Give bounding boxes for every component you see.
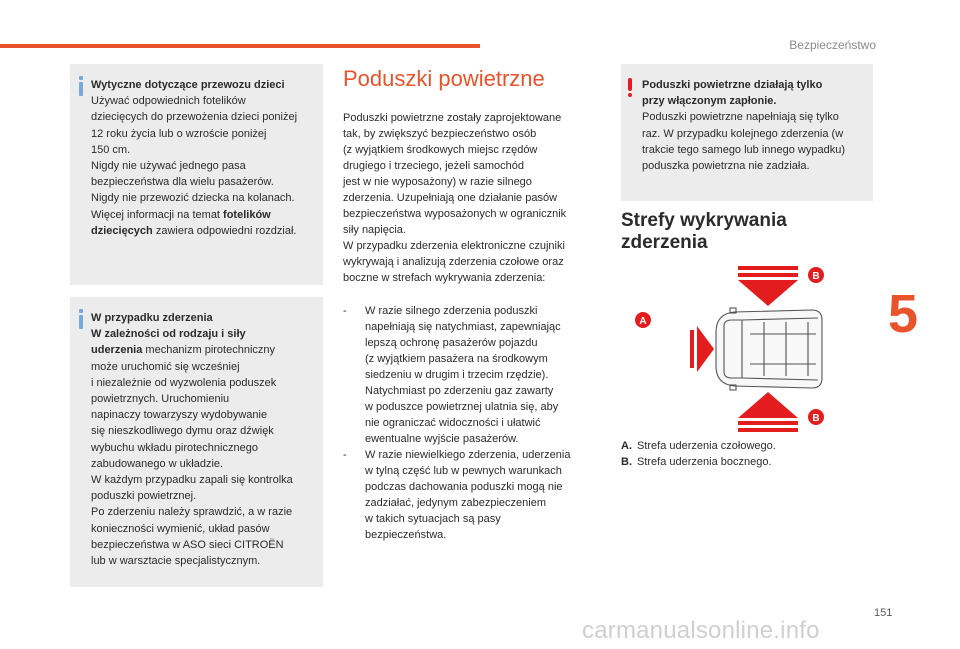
list-line: w tylną część lub w pewnych warunkach <box>365 465 562 477</box>
airbags-intro <box>343 110 595 286</box>
box-line: Nigdy nie używać jednego pasa <box>91 160 246 173</box>
list-line: W razie silnego zderzenia poduszki <box>365 305 538 317</box>
box-line: W każdym przypadku zapali się kontrolka <box>91 474 293 487</box>
box-line: trakcie tego samego lub innego wypadku) <box>642 143 846 156</box>
list-line: podczas dachowania poduszki mogą nie <box>365 481 563 493</box>
zones-heading <box>621 210 787 254</box>
box-line: lub w warsztacie specjalistycznym. <box>91 555 261 568</box>
intro-line: (z wyjątkiem środkowych miejsc rzędów <box>343 144 538 156</box>
intro-line: wykrywają i analizują zderzenia czołowe oraz <box>343 256 564 268</box>
list-item <box>343 303 595 447</box>
van-top-view <box>716 308 822 390</box>
box-line: poduszka powietrzna nie zadziała. <box>642 160 810 173</box>
list-line: zadziałać, jedynym zabezpieczeniem <box>365 497 546 509</box>
list-dash: - <box>343 305 347 317</box>
watermark: carmanualsonline.info <box>582 617 820 644</box>
list-line: lepszą ochronę pasażerów pojazdu <box>365 337 538 349</box>
box-line: powietrznych. Uruchomieniu <box>91 393 230 406</box>
intro-line: W przypadku zderzenia elektroniczne czujniki <box>343 240 565 252</box>
box-line: uderzenia mechanizm pirotechniczny <box>91 344 276 357</box>
legend-item: A. Strefa uderzenia czołowego. <box>621 440 776 452</box>
box-line: i niezależnie od wyzwolenia poduszek <box>91 376 277 389</box>
front-impact-arrow <box>690 326 714 372</box>
intro-line: tak, by zwiększyć bezpieczeństwo osób <box>343 128 537 140</box>
intro-line: Poduszki powietrzne zostały zaprojektowane <box>343 112 562 124</box>
zone-label-b-bottom <box>808 409 824 425</box>
box-line: bezpieczeństwa w ASO sieci CITROËN <box>91 538 284 551</box>
box-line: bezpieczeństwa dla wielu pasażerów. <box>91 176 274 189</box>
box-line: wybuchu wkładu pirotechnicznego <box>91 441 258 454</box>
list-line: Natychmiast po zderzeniu gaz zawarty <box>365 385 554 397</box>
airbags-bullet-list <box>343 303 595 543</box>
box-line: poduszki powietrznej. <box>91 490 197 503</box>
side-impact-arrow-top <box>738 266 798 306</box>
warning-box-ignition <box>621 64 873 201</box>
list-line: w takich sytuacjach są pasy <box>365 513 501 525</box>
box-line: się nieszkodliwego dymu oraz dźwięk <box>91 425 274 438</box>
box-line-more: Więcej informacji na temat fotelików <box>91 208 271 221</box>
list-line: W razie niewielkiego zderzenia, uderzenia <box>365 449 571 461</box>
box-line: zabudowanego w układzie. <box>91 457 224 470</box>
list-line: bezpieczeństwa. <box>365 529 447 541</box>
box-line: może uruchomić się wcześniej <box>91 360 240 373</box>
zone-label-b-top-text: B <box>812 271 820 282</box>
box-title: Wytyczne dotyczące przewozu dzieci <box>91 79 285 91</box>
warning-exclamation-icon <box>628 78 635 97</box>
box-line: napinaczy towarzyszy wydobywanie <box>91 409 268 422</box>
side-impact-arrow-bottom <box>738 392 798 432</box>
list-line: napełniają się natychmiast, zapewniając <box>365 321 561 333</box>
list-line: siedzeniu w drugim i trzecim rzędzie). <box>365 369 549 381</box>
box-title: przy włączonym zapłonie. <box>642 95 777 108</box>
info-box-collision <box>70 297 323 587</box>
legend-item: B. Strefa uderzenia bocznego. <box>621 456 772 468</box>
zone-label-b-top <box>808 267 824 283</box>
chapter-number: 5 <box>888 284 919 344</box>
airbags-heading: Poduszki powietrzne <box>343 66 545 91</box>
list-line: (z wyjątkiem pasażera na środkowym <box>365 353 548 365</box>
zones-legend <box>621 438 776 470</box>
info-stripe-icon <box>79 309 84 329</box>
zone-label-b-bottom-text: B <box>812 413 820 424</box>
intro-line: boczne w strefach wykrywania zderzenia: <box>343 272 546 284</box>
zone-label-a-badge <box>633 310 653 330</box>
box-line-more: dziecięcych zawiera odpowiedni rozdział. <box>91 224 297 237</box>
info-box-child-seats <box>70 64 323 285</box>
zone-label-a-text: A <box>639 316 647 327</box>
zones-heading-line: Strefy wykrywania <box>621 210 787 231</box>
box-line: Poduszki powietrzne napełniają się tylko <box>642 111 839 124</box>
header-accent-bar <box>0 44 480 48</box>
list-line: w poduszce powietrznej ulatnia się, aby <box>365 401 559 413</box>
box-line: 150 cm. <box>91 143 131 156</box>
detection-zones-diagram <box>690 264 830 434</box>
box-title: Poduszki powietrzne działają tylko <box>642 79 823 91</box>
box-line: Używać odpowiednich fotelików <box>91 95 246 108</box>
intro-line: drugiego i trzeciego, jeżeli samochód <box>343 160 524 172</box>
page-number: 151 <box>874 607 893 619</box>
box-line: dziecięcych do przewożenia dzieci poniżej <box>91 111 298 124</box>
box-line: raz. W przypadku kolejnego zderzenia (w <box>642 127 844 140</box>
box-line: Po zderzeniu należy sprawdzić, a w razie <box>91 506 293 519</box>
section-title: Bezpieczeństwo <box>789 38 876 52</box>
list-dash: - <box>343 449 347 461</box>
box-line: Nigdy nie przewozić dziecka na kolanach. <box>91 192 295 205</box>
box-line: 12 roku życia lub o wzroście poniżej <box>91 127 267 140</box>
list-line: nie ograniczać widoczności i ułatwić <box>365 417 541 429</box>
intro-line: jest w nie wyposażony) w razie silnego <box>343 176 532 188</box>
list-item <box>343 447 595 543</box>
box-line: konieczności wymienić, układ pasów <box>91 522 270 535</box>
info-stripe-icon <box>79 76 84 96</box>
list-line: ewentualne wyjście pasażerów. <box>365 433 519 445</box>
box-title: W przypadku zderzenia <box>91 312 213 324</box>
intro-line: bezpieczeństwa wyposażonych w ogranicznik <box>343 208 567 220</box>
intro-line: siły napięcia. <box>343 224 406 236</box>
box-subtitle: W zależności od rodzaju i siły <box>91 328 246 341</box>
intro-line: zderzenia. Uzupełniają one działanie pasów <box>343 192 558 204</box>
zones-heading-line: zderzenia <box>621 232 708 253</box>
